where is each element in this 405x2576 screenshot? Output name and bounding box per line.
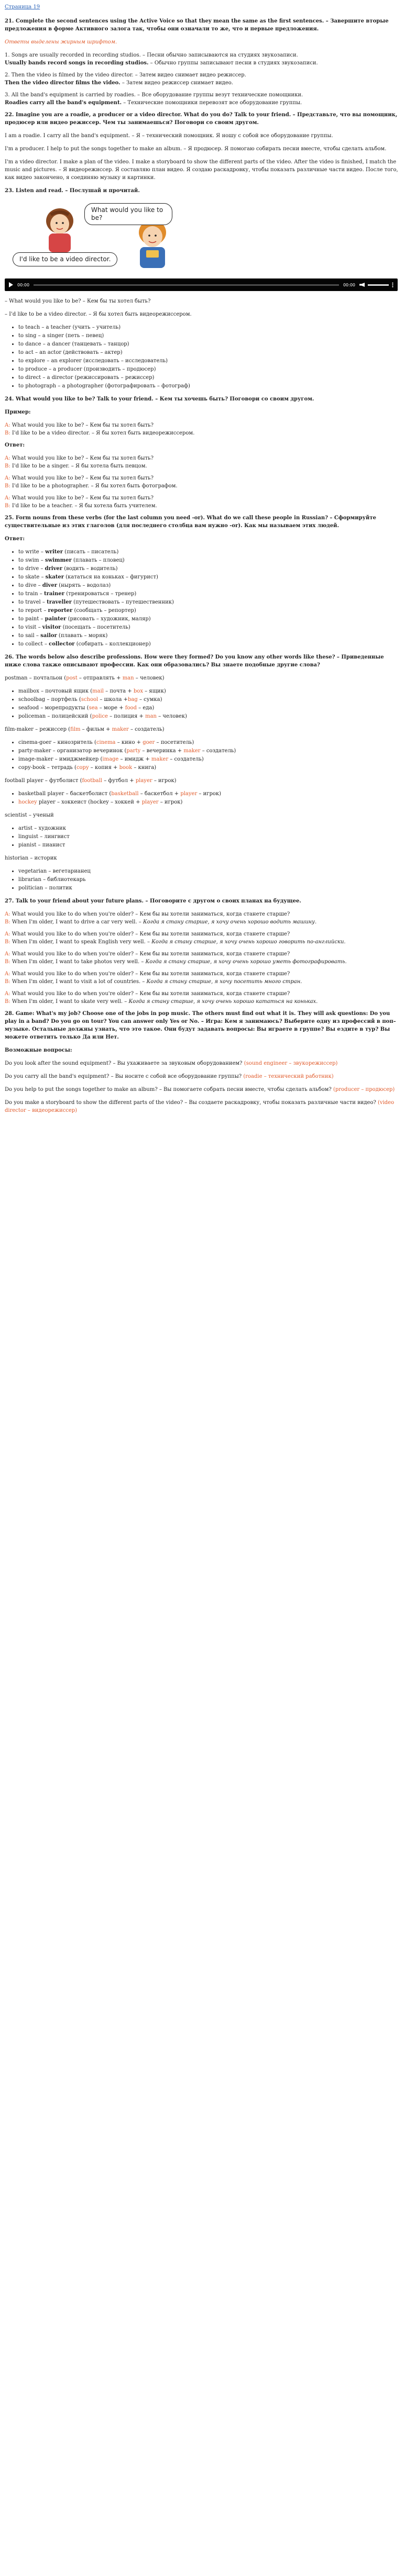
text-fragment: (тренироваться – тренер): [64, 591, 137, 597]
line-b: [5, 978, 400, 986]
text-fragment: sailor: [40, 633, 57, 639]
volume-icon[interactable]: [359, 283, 365, 287]
speaker-b-label: B:: [5, 979, 10, 985]
task-22-producer: I'm a producer. I help to put the songs together to make an album. – Я продюсер. Я помогаю собирать песни вместе, чтобы сделать альбом.: [5, 146, 387, 152]
list-item: • politician – политик: [18, 884, 400, 892]
postman-list: [5, 687, 400, 720]
line-a-text: What would you like to do when you're older? – Кем бы вы хотели заниматься, когда станете старше?: [12, 991, 290, 997]
line-a-text: What would you like to do when you're older? – Кем бы вы хотели заниматься, когда станете старше?: [12, 971, 290, 977]
speech-bubble-answer: I'd like to be a video director.: [13, 252, 117, 266]
text-fragment: man: [145, 713, 157, 719]
list-item: [18, 548, 400, 556]
speaker-b-label: B:: [5, 463, 10, 469]
task-21-note: Ответы выделены жирным шрифтом.: [5, 39, 117, 45]
speaker-a-label: A:: [5, 455, 10, 461]
task-23-line1: – What would you like to be? – Кем бы ты хотел быть?: [5, 298, 151, 304]
line-b: [5, 938, 400, 946]
text-fragment: (плавать – пловец): [71, 557, 125, 563]
text-fragment: goer: [143, 740, 155, 745]
line-b-text: When I'm older, I want to take photos very well. –: [12, 959, 146, 965]
text-fragment: to paint –: [18, 616, 45, 622]
text-fragment: Do you carry all the band's equipment? – Вы носите с собой все оборудование группы?: [5, 1074, 244, 1079]
list-item: [18, 590, 400, 598]
list-item: [18, 764, 400, 772]
text-fragment: traveller: [47, 599, 72, 605]
boy-figure: [139, 220, 166, 268]
text-fragment: to report –: [18, 608, 48, 614]
line-a-text: What would you like to do when you're older? – Кем бы вы хотели заниматься, когда станете старше?: [12, 931, 290, 937]
task-25-list: [5, 548, 400, 648]
text-fragment: – игрок): [197, 791, 222, 797]
line-b-text: I'd like to be a photographer. – Я бы хотел быть фотографом.: [12, 483, 178, 489]
dialog: [5, 910, 400, 926]
list-item: • pianist – пианист: [18, 841, 400, 849]
text-fragment: player: [180, 791, 198, 797]
text-fragment: box: [133, 688, 143, 694]
text-fragment: to write –: [18, 549, 46, 555]
speaker-a-label: A:: [5, 951, 10, 957]
speaker-a-label: A:: [5, 495, 10, 501]
text-fragment: (путешествовать – путешественник): [71, 599, 174, 605]
text-fragment: – школа +: [98, 697, 128, 702]
text-fragment: copy: [76, 765, 89, 771]
list-item: • artist – художник: [18, 824, 400, 832]
line-b-text: I'd like to be a video director. – Я бы хотел быть видеорежиссером.: [12, 430, 195, 436]
text-fragment: sea: [89, 705, 98, 711]
line-b-text: When I'm older, I want to visit a lot of countries. –: [12, 979, 147, 985]
text-fragment: (нырять – водолаз): [57, 583, 111, 588]
task-22-roadie: I am a roadie. I carry all the band's equipment. – Я – технический помощник. Я ношу с собой все оборудование группы.: [5, 133, 333, 139]
text-fragment: – море +: [97, 705, 125, 711]
line-a: [5, 970, 400, 978]
text-fragment: policeman – полицейский (: [18, 713, 92, 719]
answer-translation: – Затем видео режиссер снимает видео.: [120, 80, 233, 86]
list-item: [18, 755, 400, 763]
list-item: • to act – an actor (действовать – актер): [18, 349, 400, 356]
text-fragment: – почта +: [104, 688, 134, 694]
text-fragment: Do you make a storyboard to show the different parts of the video? – Вы создаете раскадровку, чтобы показать различные части видео?: [5, 1100, 378, 1106]
line-b-translation: Когда я стану старше, я хочу очень хорошо водить машину.: [143, 919, 317, 925]
answer-line: [5, 79, 400, 87]
question: 1. Songs are usually recorded in recording studios. – Песни обычно записываются на студиях звукозаписи.: [5, 52, 298, 58]
line-b-translation: Когда я стану старше, я хочу посетить много стран.: [146, 979, 302, 985]
line-b-text: I'd like to be a singer. – Я бы хотела быть певцом.: [12, 463, 147, 469]
question: 2. Then the video is filmed by the video director. – Затем видео снимает видео режиссер.: [5, 72, 246, 78]
speaker-b-label: B:: [5, 939, 10, 945]
text-fragment: – вечеринка +: [140, 748, 184, 754]
text-fragment: seafood – морепродукты (: [18, 705, 89, 711]
text-fragment: – отправлять +: [77, 675, 123, 681]
text-fragment: (писать – писатель): [63, 549, 119, 555]
text-fragment: – футбол +: [102, 778, 136, 784]
question-item: [5, 1073, 400, 1080]
dialog: [5, 990, 400, 1006]
answer-line: [5, 99, 400, 107]
text-fragment: image-maker – имиджмейкер (: [18, 756, 103, 762]
more-options-icon[interactable]: [392, 282, 393, 287]
text-fragment: to sail –: [18, 633, 41, 639]
text-fragment: Do you help to put the songs together to make an album? – Вы помогаете собрать песни вместе, чтобы сделать альбом?: [5, 1087, 333, 1092]
line-a: [5, 474, 400, 482]
question: 3. All the band's equipment is carried by roadies. – Все оборудование группы везут технические помощники.: [5, 92, 303, 98]
list-item: [18, 739, 400, 746]
text-fragment: diver: [42, 583, 57, 588]
text-fragment: – баскетбол +: [138, 791, 181, 797]
text-fragment: film: [70, 727, 81, 732]
football-list: [5, 790, 400, 806]
task-23-list: [5, 324, 400, 390]
list-item: [18, 623, 400, 631]
list-item: [18, 798, 400, 806]
text-fragment: (сообщать – репортер): [72, 608, 136, 614]
speech-bubble-question: What would you like to be?: [84, 203, 172, 225]
line-a: [5, 990, 400, 998]
list-item: [18, 790, 400, 798]
line-a: [5, 910, 400, 918]
speaker-b-label: B:: [5, 999, 10, 1005]
text-fragment: – создатель): [168, 756, 204, 762]
text-fragment: – человек): [134, 675, 165, 681]
list-item: [18, 712, 400, 720]
text-fragment: player – хоккеист (hockey – хоккей +: [37, 799, 142, 805]
text-fragment: party-maker – организатор вечеринок (: [18, 748, 127, 754]
scientist-list: [5, 824, 400, 849]
task-22-director: I'm a video director. I make a plan of the video. I make a storyboard to show the different parts of the video. After the video is finished, I match the music and pictures. – Я видеорежиссер. Я составляю план видео. Я создаю раскадровку, чтобы показать различные части видео. После того, как видео закончено, я соединяю музыку и картинки.: [5, 159, 398, 181]
speaker-b-label: B:: [5, 430, 10, 436]
answer-bold: Usually bands record songs in recording studios.: [5, 60, 149, 66]
text-fragment: mail: [92, 688, 104, 694]
historian-line: historian – историк: [5, 855, 57, 861]
text-fragment: – человек): [157, 713, 187, 719]
text-fragment: (рисовать – художник, маляр): [66, 616, 151, 622]
answer-dialog: [5, 494, 400, 510]
speaker-a-label: A:: [5, 971, 10, 977]
text-fragment: football player – футболист (: [5, 778, 82, 784]
line-a: [5, 930, 400, 938]
list-item: [18, 747, 400, 755]
example-label: Пример:: [5, 409, 31, 415]
line-b: [5, 462, 400, 470]
question-item: [5, 1099, 400, 1114]
answer-bold: Roadies carry all the band's equipment.: [5, 100, 122, 106]
text-fragment: (собирать – коллекционер): [74, 641, 151, 647]
text-fragment: – копия +: [89, 765, 119, 771]
page: [0, 0, 405, 1126]
line-a-text: What would you like to be? – Кем бы ты хотел быть?: [12, 495, 154, 501]
list-item: • linguist – лингвист: [18, 833, 400, 841]
text-fragment: trainer: [43, 591, 65, 597]
text-fragment: schoolbag – портфель (: [18, 697, 81, 702]
example-dialog: [5, 421, 400, 437]
text-fragment: film-maker – режиссер (: [5, 727, 71, 732]
volume-slider[interactable]: [368, 284, 389, 286]
postman-line: [5, 674, 400, 682]
list-item: • to direct – a director (режиссировать – режиссер): [18, 374, 400, 382]
list-item: [18, 598, 400, 606]
line-a-text: What would you like to be? – Кем бы ты хотел быть?: [12, 455, 154, 461]
list-item: • to sing – a singer (петь – певец): [18, 332, 400, 340]
text-fragment: school: [81, 697, 98, 702]
line-b-translation: Когда я стану старше, я хочу очень хорошо уметь фотографировать.: [145, 959, 347, 965]
list-item: • vegetarian – вегетарианец: [18, 867, 400, 875]
text-fragment: – создатель): [128, 727, 165, 732]
line-a-text: What would you like to do when you're older? – Кем бы вы хотели заниматься, когда станете старше?: [12, 911, 290, 917]
historian-list: [5, 867, 400, 892]
question-item: [5, 1060, 400, 1067]
page-link[interactable]: Страница 19: [5, 4, 40, 10]
text-fragment: copy-book – тетрадь (: [18, 765, 76, 771]
text-fragment: football: [82, 778, 103, 784]
speaker-a-label: A:: [5, 931, 10, 937]
list-item: [18, 582, 400, 589]
text-fragment: – имидж +: [118, 756, 151, 762]
text-fragment: basketball player – баскетболист (: [18, 791, 112, 797]
task-26-title: 26. The words below also describe professions. How were they formed? Do you know any other words like these? – Приведенные ниже слова также описывают профессии. Как они образовались? Вы знаете подобные другие слова?: [5, 654, 384, 668]
list-item: • to explore – an explorer (исследовать – исследователь): [18, 357, 400, 365]
line-a: [5, 454, 400, 462]
text-fragment: post: [66, 675, 78, 681]
question-item: [5, 1086, 400, 1094]
line-a-text: What would you like to be? – Кем бы ты хотел быть?: [12, 422, 154, 428]
audio-progress-track[interactable]: [34, 284, 339, 286]
audio-current-time: 00:00: [17, 282, 30, 287]
line-b: [5, 918, 400, 926]
text-fragment: – кино +: [115, 740, 143, 745]
text-fragment: – фильм +: [80, 727, 112, 732]
speaker-b-label: B:: [5, 503, 10, 509]
text-fragment: to collect –: [18, 641, 49, 647]
text-fragment: to travel –: [18, 599, 47, 605]
text-fragment: basketball: [111, 791, 139, 797]
text-fragment: swimmer: [45, 557, 72, 563]
line-b-text: I'd like to be a teacher. – Я бы хотела быть учителем.: [12, 503, 157, 509]
list-item: • to produce – a producer (производить – продюсер): [18, 365, 400, 373]
text-fragment: writer: [45, 549, 63, 555]
text-fragment: player: [135, 778, 152, 784]
line-b: [5, 502, 400, 510]
questions-label: Возможные вопросы:: [5, 1047, 72, 1053]
task-27-title: 27. Talk to your friend about your future plans. – Поговорите с другом о своих планах на будущее.: [5, 898, 301, 904]
text-fragment: collector: [49, 641, 75, 647]
speaker-b-label: B:: [5, 483, 10, 489]
text-fragment: book: [119, 765, 133, 771]
speaker-a-label: A:: [5, 475, 10, 481]
list-item: • to teach – a teacher (учить – учитель): [18, 324, 400, 331]
text-fragment: (кататься на коньках – фигурист): [63, 574, 158, 580]
text-fragment: painter: [45, 616, 67, 622]
text-fragment: man: [122, 675, 134, 681]
list-item: [18, 573, 400, 581]
dialog: [5, 970, 400, 986]
list-item: [18, 615, 400, 623]
list-item: [18, 696, 400, 704]
text-fragment: maker: [151, 756, 169, 762]
text-fragment: – создатель): [200, 748, 236, 754]
text-fragment: maker: [183, 748, 201, 754]
dialog: [5, 930, 400, 946]
text-fragment: (producer – продюсер): [333, 1087, 395, 1092]
text-fragment: – полиция +: [107, 713, 146, 719]
speaker-b-label: B:: [5, 919, 10, 925]
task-22-title: 22. Imagine you are a roadie, a producer or a video director. What do you do? Talk to your friend. – Представьте, что вы помощник, продюсер или видео режиссер. Чем ты занимаешься? Поговори со своим другом.: [5, 112, 398, 126]
list-item: [18, 687, 400, 695]
task-21-item: [5, 71, 400, 87]
list-item: [18, 632, 400, 640]
list-item: [18, 704, 400, 712]
task-24-title: 24. What would you like to be? Talk to your friend. – Кем ты хочешь быть? Поговори со своим другом.: [5, 396, 314, 402]
play-icon[interactable]: [9, 282, 13, 287]
text-fragment: – игрок): [152, 778, 177, 784]
text-fragment: – книга): [132, 765, 157, 771]
text-fragment: to drive –: [18, 566, 45, 572]
line-b: [5, 482, 400, 490]
answer-dialog: [5, 454, 400, 470]
line-b-text: When I'm older, I want to drive a car very well. –: [12, 919, 143, 925]
line-a: [5, 494, 400, 502]
line-b: [5, 958, 400, 966]
line-b: [5, 429, 400, 437]
audio-duration: 00:00: [343, 282, 355, 287]
text-fragment: player: [141, 799, 159, 805]
answer-dialog: [5, 474, 400, 490]
text-fragment: to dive –: [18, 583, 42, 588]
list-item: [18, 565, 400, 573]
line-a: [5, 421, 400, 429]
answer-bold: Then the video director films the video.: [5, 80, 121, 86]
text-fragment: Do you look after the sound equipment? – Вы ухаживаете за звуковым оборудованием?: [5, 1061, 244, 1066]
list-item: • to photograph – a photographer (фотографировать – фотограф): [18, 382, 400, 390]
task-21-title: 21. Complete the second sentences using the Active Voice so that they mean the same as the first sentences. – Завершите вторые предложения в форме Активного залога так, чтобы они означали то же, что и первые предложения.: [5, 18, 389, 32]
speaker-a-label: A:: [5, 911, 10, 917]
line-b-text: When I'm older, I want to skate very well. –: [12, 999, 129, 1005]
line-b-text: When I'm older, I want to speak English very well. –: [12, 939, 152, 945]
list-item: [18, 607, 400, 615]
text-fragment: reporter: [48, 608, 73, 614]
speaker-a-label: A:: [5, 991, 10, 997]
line-a-text: What would you like to be? – Кем бы ты хотел быть?: [12, 475, 154, 481]
text-fragment: image: [102, 756, 119, 762]
task-21-items: [5, 51, 400, 107]
answer-line: [5, 59, 400, 67]
text-fragment: – сумка): [137, 697, 162, 702]
text-fragment: police: [92, 713, 108, 719]
answer-label: Ответ:: [5, 536, 25, 542]
list-item: • to dance – a dancer (танцевать – танцор): [18, 340, 400, 348]
illustration-kids: [5, 200, 172, 272]
girl-figure: [46, 208, 73, 252]
text-fragment: cinema: [96, 740, 116, 745]
text-fragment: postman – почтальон (: [5, 675, 67, 681]
text-fragment: – посетитель): [155, 740, 194, 745]
answer-translation: – Технические помощники перевозят все оборудование группы.: [122, 100, 302, 106]
task-21-item: [5, 51, 400, 67]
text-fragment: skater: [45, 574, 64, 580]
text-fragment: – еда): [136, 705, 155, 711]
list-item: • librarian – библиотекарь: [18, 876, 400, 884]
list-item: [18, 556, 400, 564]
text-fragment: to swim –: [18, 557, 45, 563]
text-fragment: driver: [45, 566, 63, 572]
text-fragment: bag: [128, 697, 138, 702]
text-fragment: party: [126, 748, 141, 754]
task-28-title: 28. Game: What's my job? Choose one of the jobs in pop music. The others must find out what it is. They will ask questions: Do you play in a band? Do you go on tour? You can answer only Yes or No. – Игра: Кем я занимаюсь? Выберите одну из профессий в поп–музыке. Остальные должны узнать, что это такое. Они будут задавать вопросы: Вы играете в группе? Вы ездите в тур? Вы можете ответить только Да или Нет.: [5, 1011, 396, 1040]
text-fragment: to skate –: [18, 574, 46, 580]
task-23-line2: – I'd like to be a video director. – Я бы хотел быть видеорежиссером.: [5, 311, 192, 317]
text-fragment: (video director – видеорежиссер): [5, 1100, 395, 1113]
text-fragment: (посещать – посетитель): [61, 625, 130, 630]
answer-label: Ответ:: [5, 442, 25, 448]
text-fragment: mailbox – почтовый ящик (: [18, 688, 93, 694]
answer-translation: – Обычно группы записывают песни в студиях звукозаписи.: [148, 60, 318, 66]
text-fragment: hockey: [18, 799, 37, 805]
list-item: [18, 640, 400, 648]
dialog: [5, 950, 400, 966]
text-fragment: – ящик): [143, 688, 166, 694]
text-fragment: food: [125, 705, 137, 711]
text-fragment: (roadie – технический работник): [243, 1074, 334, 1079]
text-fragment: maker: [112, 727, 129, 732]
speaker-a-label: A:: [5, 422, 10, 428]
line-a: [5, 950, 400, 958]
speaker-b-label: B:: [5, 959, 10, 965]
task-25-title: 25. Form nouns from these verbs (for the last column you need -or). What do we call these people in Russian? – Сформируйте существительные из этих глаголов (для последнего столбца вам нужно -or). Как мы называем этих людей.: [5, 515, 377, 529]
scientist-line: scientist – ученый: [5, 812, 54, 818]
text-fragment: to visit –: [18, 625, 42, 630]
text-fragment: (водить – водитель): [62, 566, 118, 572]
text-fragment: visitor: [42, 625, 61, 630]
task-21-item: [5, 91, 400, 107]
line-b: [5, 998, 400, 1006]
text-fragment: (плавать – моряк): [57, 633, 108, 639]
text-fragment: – игрок): [158, 799, 183, 805]
football-line: [5, 777, 400, 785]
filmmaker-line: [5, 726, 400, 733]
line-b-translation: Когда я стану старше, я хочу очень хорошо говорить по-английски.: [151, 939, 346, 945]
filmmaker-list: [5, 739, 400, 772]
line-a-text: What would you like to do when you're older? – Кем бы вы хотели заниматься, когда станете старше?: [12, 951, 290, 957]
task-23-title: 23. Listen and read. – Послушай и прочитай.: [5, 188, 140, 194]
text-fragment: (sound engineer – звукорежиссер): [244, 1061, 338, 1066]
text-fragment: to train –: [18, 591, 44, 597]
audio-player[interactable]: [5, 278, 398, 291]
line-b-translation: Когда я стану старше, я хочу очень хорошо кататься на коньках.: [128, 999, 318, 1005]
text-fragment: cinema-goer – кинозритель (: [18, 740, 96, 745]
